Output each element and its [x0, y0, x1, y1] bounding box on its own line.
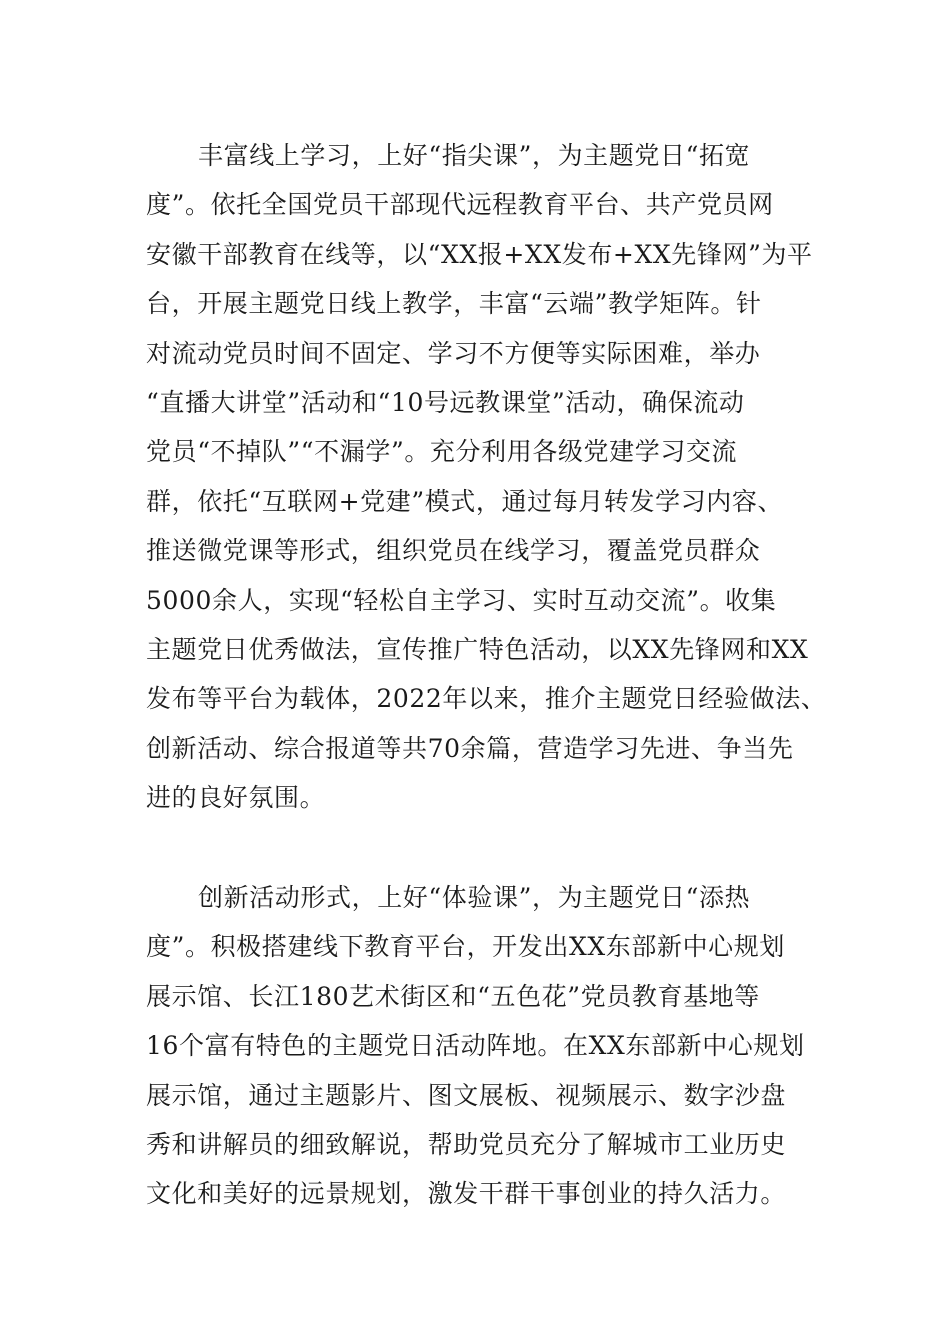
paragraph-line: 进的良好氛围。: [146, 783, 326, 813]
paragraph-line: 展示馆、长江180艺术街区和“五色花”党员教育基地等: [146, 981, 760, 1011]
paragraph-line: 推送微党课等形式，组织党员在线学习，覆盖党员群众: [146, 536, 761, 566]
paragraph-line: 安徽干部教育在线等，以“XX报+XX发布+XX先锋网”为平: [146, 239, 813, 269]
paragraph-line: 发布等平台为载体，2022年以来，推介主题党日经验做法、: [146, 684, 827, 714]
paragraph-line: 展示馆，通过主题影片、图文展板、视频展示、数字沙盘: [146, 1080, 787, 1110]
paragraph-line: 文化和美好的远景规划，激发干群干事创业的持久活力。: [146, 1179, 787, 1209]
paragraph-line: 党员“不掉队”“不漏学”。充分利用各级党建学习交流: [146, 437, 738, 467]
paragraph-line: “直播大讲堂”活动和“10号远教课堂”活动，确保流动: [146, 387, 745, 417]
paragraph-line: 创新活动形式，上好“体验课”，为主题党日“添热: [198, 883, 751, 912]
paragraph-line: 创新活动、综合报道等共70余篇，营造学习先进、争当先: [146, 733, 794, 763]
paragraph-line: 主题党日优秀做法，宣传推广特色活动，以XX先锋网和XX: [146, 634, 809, 664]
paragraph-line: 度”。依托全国党员干部现代远程教育平台、共产党员网: [146, 190, 774, 220]
paragraph-line: 台，开展主题党日线上教学，丰富“云端”教学矩阵。针: [146, 289, 762, 319]
paragraph-line: 丰富线上学习，上好“指尖课”，为主题党日“拓宽: [198, 141, 751, 170]
paragraph-online-learning: [146, 131, 826, 822]
paragraph-line: 秀和讲解员的细致解说，帮助党员充分了解城市工业历史: [146, 1129, 787, 1159]
paragraph-activity-forms: [146, 873, 826, 1219]
paragraph-line: 5000余人，实现“轻松自主学习、实时互动交流”。收集: [146, 585, 777, 615]
paragraph-line: 度”。积极搭建线下教育平台，开发出XX东部新中心规划: [146, 932, 785, 962]
paragraph-line: 群，依托“互联网+党建”模式，通过每月转发学习内容、: [146, 486, 784, 516]
paragraph-line: 16个富有特色的主题党日活动阵地。在XX东部新中心规划: [146, 1031, 805, 1061]
paragraph-line: 对流动党员时间不固定、学习不方便等实际困难，举办: [146, 338, 761, 368]
